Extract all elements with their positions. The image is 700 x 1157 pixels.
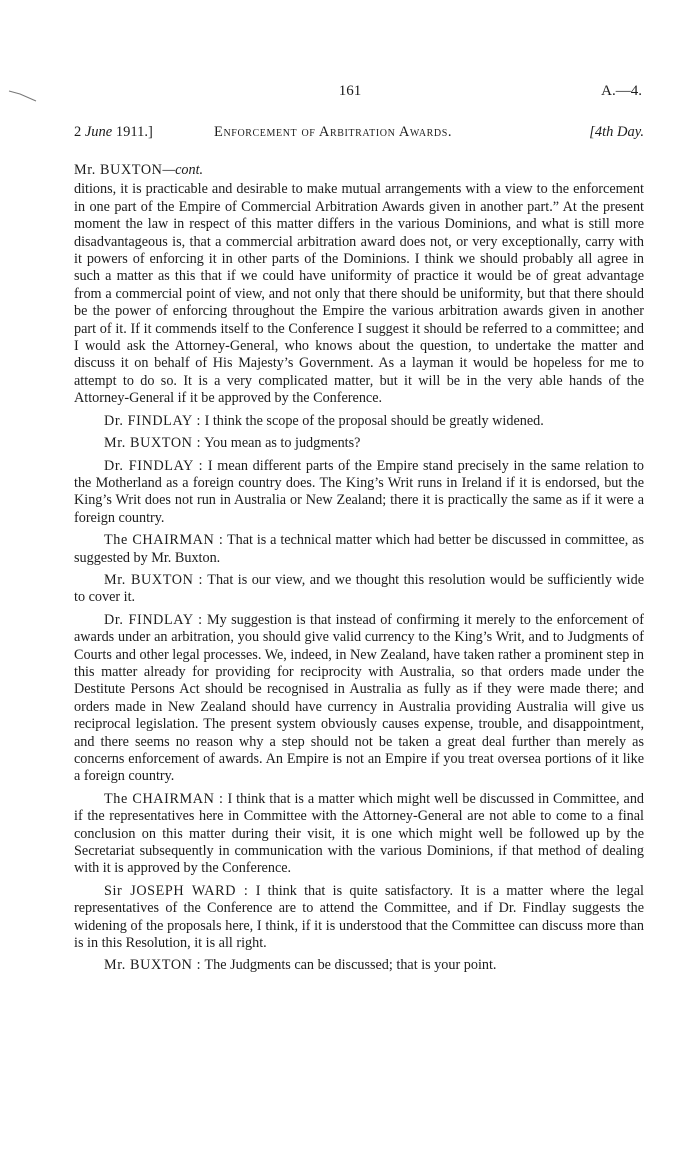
continuation-speaker: Mr. BUXTON [74, 162, 163, 178]
header-title: Enforcement of Arbitration Awards. [214, 124, 453, 140]
speaker-name: The CHAIRMAN : [104, 532, 224, 549]
paragraph-text: That is a technical matter which had better be discussed in committee, as suggested by Mr. Buxton. [74, 532, 644, 566]
speaker-name: Dr. FINDLAY : [104, 412, 202, 429]
speaker-name: The CHAIRMAN : [104, 790, 224, 807]
paragraph [74, 532, 644, 567]
paragraph-text: You mean as to judgments? [204, 435, 361, 452]
paragraph [74, 612, 644, 786]
paragraph [74, 458, 644, 528]
paragraph [74, 435, 644, 452]
speaker-name: Sir JOSEPH WARD : [104, 882, 249, 899]
paragraph-text: That is our view, and we thought this resolution would be sufficiently wide to cover it. [74, 571, 645, 606]
speaker-name: Mr. BUXTON : [104, 957, 202, 974]
header-date [74, 124, 153, 141]
paragraph-text: I think the scope of the proposal should be greatly widened. [204, 412, 544, 429]
header-date-day: 2 [74, 124, 82, 140]
header-date-year: 1911.] [115, 124, 153, 140]
speaker-name: Dr. FINDLAY : [104, 457, 204, 474]
paragraph [74, 572, 644, 607]
paragraph [74, 413, 644, 430]
paragraph-text: My suggestion is that instead of confirming it merely to the enforcement of awards under an arbitration, you should give valid currency to the King’s Writ, and to Judgments of Courts and other legal processes. We, indeed, in New Zealand, have taken rather a prominent step in this matter already for providing for reciprocity with Australia, so that orders made under the Destitute Persons Act should be recognised in Australia as fully as if they were made there; and orders made in New Zealand should have currency in Australia providing Australia will give us reciprocal legislation. The present system obviously causes expense, trouble, and disappointment, and there seems no reason why a step should not be taken a great deal further than merely as concerns enforcement of awards. An Empire is not an Empire if you treat oversea portions of it like a foreign country. [74, 611, 644, 785]
continuation-line [74, 162, 644, 179]
paragraph [74, 181, 644, 407]
document-body [74, 162, 644, 980]
paragraph-text: I think that is a matter which might well be discussed in Committee, and if the representatives here in Committee with the Attorney-General are not able to come to a final conclusion on this matter during their visit, it is one which might well be followed up by the Secretariat subsequently in communication with the various Dominions, if that method of dealing with it is approved by the Conference. [74, 790, 645, 877]
paragraph-text: The Judgments can be discussed; that is your point. [204, 957, 497, 974]
paragraph [74, 883, 644, 953]
continuation-suffix: —cont. [162, 162, 204, 178]
paragraph-text: ditions, it is practicable and desirable to make mutual arrangements with a view to the enforcement in one part of the Empire of Commercial Arbitration Awards given in another part.” At the present moment the law in respect of this matter differs in the various Dominions, and what is still more disadvantageous is, that a commercial arbitration award does not, or very exceptionally, carry with it powers of enforcing it in other parts of the Dominions. I think we should probably all agree in such a matter as this that if we could have uniformity of practice it would be of great advantage from a commercial point of view, and not only that there should be uniformity, but that there should be the power of enforcing throughout the Empire the various arbitration awards given in another part of it. If it commends itself to the Conference I suggest it should be referred to a committee; and I would ask the Attorney-General, who knows about the question, to undertake the matter and discuss it on behalf of His Majesty’s Government. As a layman it would be hopeless for me to attempt to do so. It is a very complicated matter, but it will be in the very able hands of the Attorney-General if it be approved by the Conference. [74, 181, 644, 407]
paper-number: A.—4. [601, 83, 642, 99]
speaker-name: Dr. FINDLAY : [104, 611, 203, 628]
paragraph [74, 791, 644, 878]
header-date-month: June [84, 124, 113, 140]
header-day: [4th Day. [589, 124, 644, 140]
speaker-name: Mr. BUXTON : [104, 435, 202, 452]
paragraph-text: I think that is quite satisfactory. It is a matter where the legal representatives of the Conference are to attend the Committee, and if Dr. Findlay suggests the widening of the proposals here, I think, if it is understood that the Committee can discuss more than is in this Resolution, it is all right. [74, 882, 644, 952]
paragraph [74, 957, 644, 974]
page-number: 161 [338, 83, 362, 99]
speaker-name: Mr. BUXTON : [104, 571, 204, 588]
paragraph-text: I mean different parts of the Empire stand precisely in the same relation to the Motherland as a foreign country does. The King’s Writ runs in Ireland if it is endorsed, but the King’s Writ does not run in Australia or New Zealand; there it is practically the same as if it were a foreign country. [74, 457, 645, 526]
